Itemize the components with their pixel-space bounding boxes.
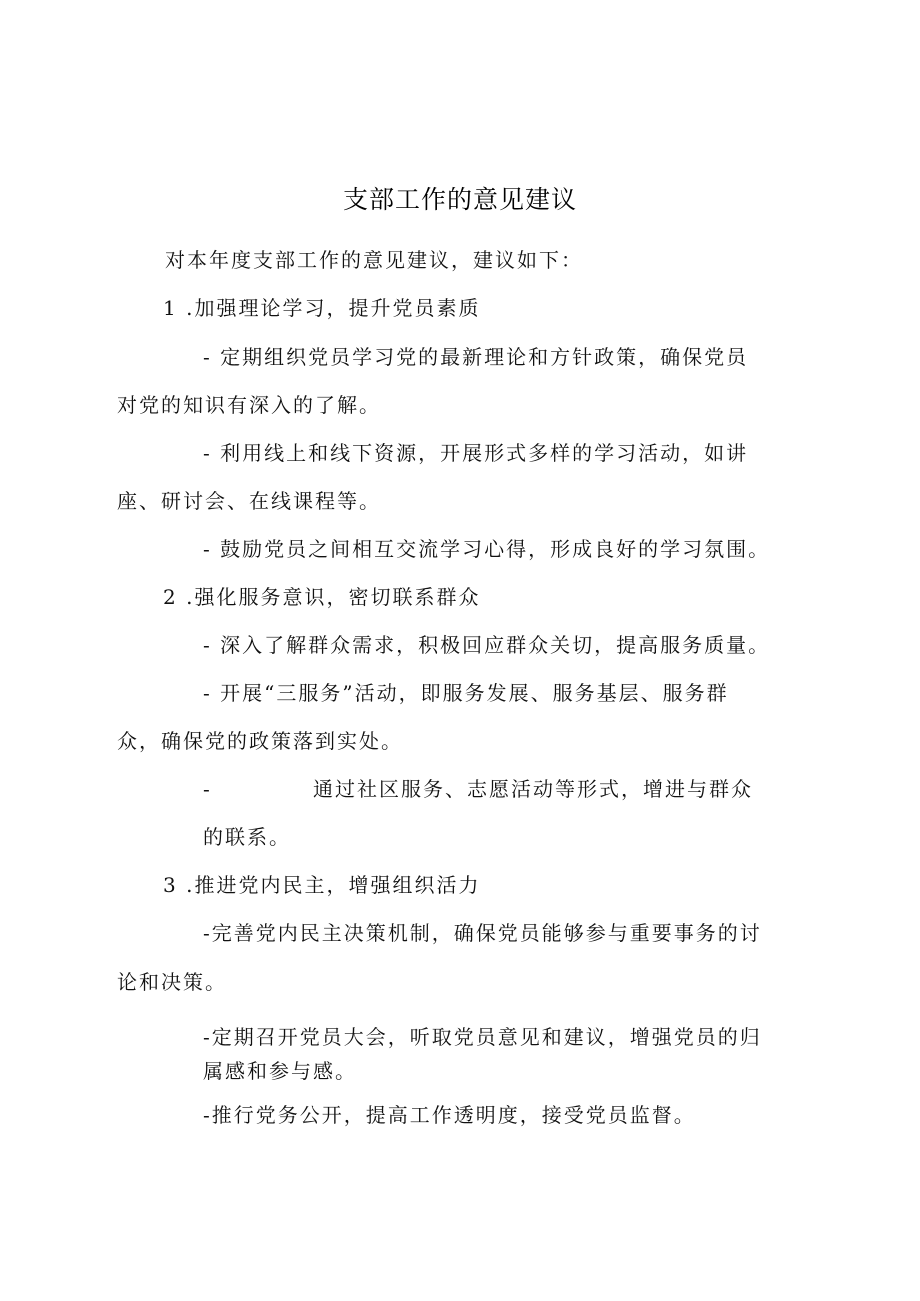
section-2-heading: 2 .强化服务意识，密切联系群众	[163, 585, 481, 609]
section-3-item-2-line-1: -定期召开党员大会，听取党员意见和建议，增强党员的归	[203, 1025, 762, 1049]
section-3-item-1-line-2: 论和决策。	[117, 970, 227, 994]
section-2-item-3-line-1: 通过社区服务、志愿活动等形式，增进与群众	[313, 777, 753, 801]
section-1-heading: 1 .加强理论学习，提升党员素质	[163, 296, 481, 320]
section-2-item-3-line-2: 的联系。	[203, 825, 291, 849]
section-3-item-2-line-2: 属感和参与感。	[203, 1059, 357, 1083]
intro-paragraph: 对本年度支部工作的意见建议，建议如下：	[165, 248, 583, 272]
section-2-item-3-dash: -	[203, 777, 212, 801]
section-2-item-2-line-1: - 开展“三服务”活动，即服务发展、服务基层、服务群	[203, 681, 729, 705]
section-2-item-2-line-2: 众，确保党的政策落到实处。	[117, 729, 403, 753]
section-3-item-1-line-1: -完善党内民主决策机制，确保党员能够参与重要事务的讨	[203, 921, 762, 945]
section-1-item-3: - 鼓励党员之间相互交流学习心得，形成良好的学习氛围。	[203, 537, 771, 561]
document-title: 支部工作的意见建议	[342, 185, 577, 214]
section-1-item-1-line-1: - 定期组织党员学习党的最新理论和方针政策，确保党员	[203, 345, 749, 369]
section-1-item-2-line-1: - 利用线上和线下资源，开展形式多样的学习活动，如讲	[203, 441, 749, 465]
section-3-item-3: -推行党务公开，提高工作透明度，接受党员监督。	[203, 1103, 696, 1127]
section-1-item-1-line-2: 对党的知识有深入的了解。	[117, 393, 381, 417]
section-2-item-1: - 深入了解群众需求，积极回应群众关切，提高服务质量。	[203, 633, 771, 657]
section-3-heading: 3 .推进党内民主，增强组织活力	[163, 873, 481, 897]
section-1-item-2-line-2: 座、研讨会、在线课程等。	[117, 489, 381, 513]
